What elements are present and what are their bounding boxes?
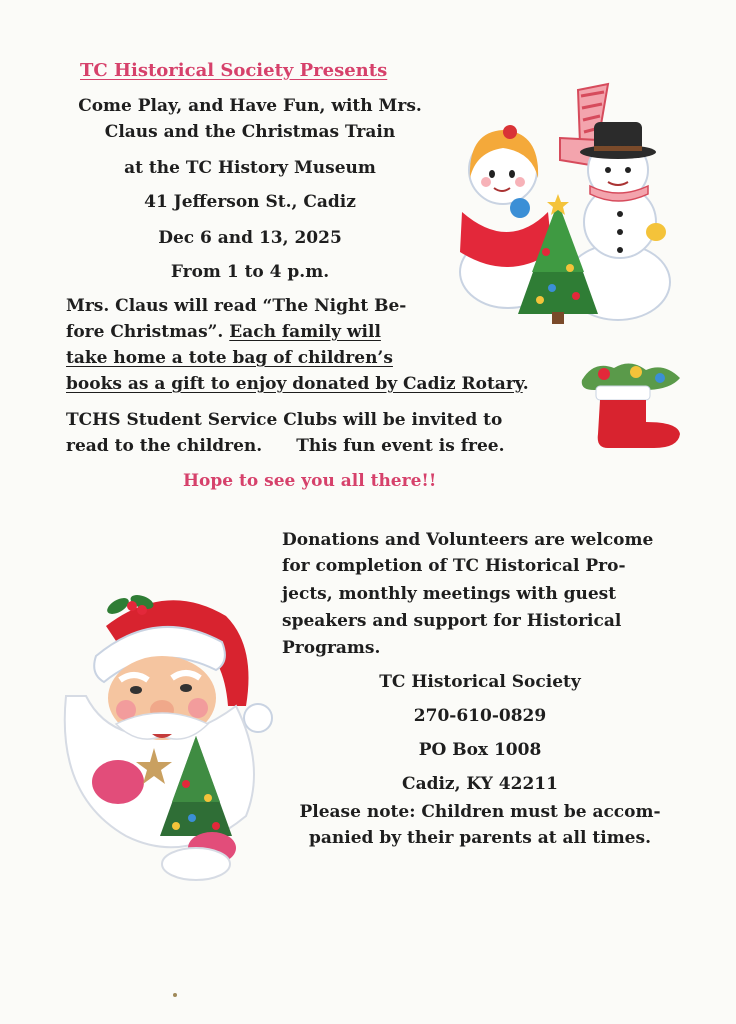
address-line: 41 Jefferson St., Cadiz xyxy=(144,192,356,212)
dates-line: Dec 6 and 13, 2025 xyxy=(158,228,342,248)
clubs-line-1: TCHS Student Service Clubs will be invited to xyxy=(66,410,503,430)
hope-line: Hope to see you all there!! xyxy=(183,471,437,491)
intro-line-1: Come Play, and Have Fun, with Mrs. xyxy=(78,96,422,116)
time-line: From 1 to 4 p.m. xyxy=(170,262,330,282)
intro-line-2: Claus and the Christmas Train xyxy=(104,122,396,142)
donations-line-4: speakers and support for Historical xyxy=(282,611,622,631)
flyer-heading: TC Historical Society Presents xyxy=(80,60,388,81)
contact-phone: 270-610-0829 xyxy=(413,706,547,726)
donations-line-1: Donations and Volunteers are welcome xyxy=(282,530,654,550)
venue-line: at the TC History Museum xyxy=(124,158,376,178)
santa-claus-illustration xyxy=(46,586,276,888)
paper-speck xyxy=(173,993,177,997)
christmas-stocking-illustration xyxy=(574,356,686,452)
reading-line-1: Mrs. Claus will read “The Night Be- xyxy=(66,296,407,316)
tote-bag-underline-1: Each family will xyxy=(229,322,381,342)
reading-line-2: fore Christmas”. Each family will xyxy=(66,322,381,342)
snowmen-with-tree-illustration xyxy=(448,82,678,330)
note-line-2: panied by their parents at all times. xyxy=(308,828,651,848)
donations-line-5: Programs. xyxy=(282,638,381,658)
clubs-line-2: read to the children. This fun event is free. xyxy=(66,436,505,456)
contact-city: Cadiz, KY 42211 xyxy=(402,774,558,794)
reading-line-4: books as a gift to enjoy donated by Cadiz Rotary. xyxy=(66,374,529,394)
rotary-underline: books as a gift to enjoy donated by Cadiz Rotary xyxy=(66,374,523,394)
note-line-1: Please note: Children must be accom- xyxy=(299,802,661,822)
reading-line-3: take home a tote bag of children’s xyxy=(66,348,393,368)
contact-pobox: PO Box 1008 xyxy=(418,740,542,760)
contact-org: TC Historical Society xyxy=(379,672,581,692)
donations-line-2: for completion of TC Historical Pro- xyxy=(282,556,626,576)
donations-line-3: jects, monthly meetings with guest xyxy=(282,584,617,604)
